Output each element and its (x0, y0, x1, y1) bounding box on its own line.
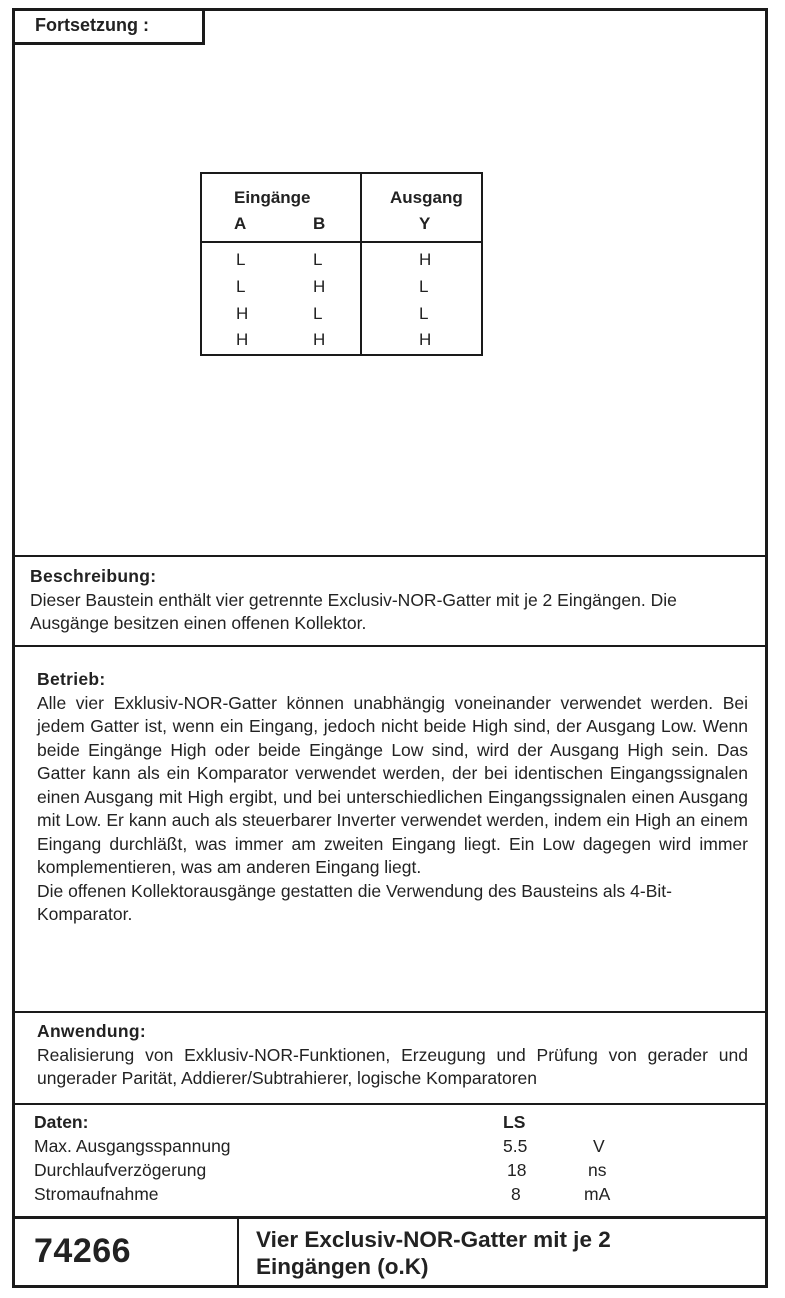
daten-row-value: 8 (511, 1184, 521, 1204)
anwendung-section (37, 1020, 748, 1091)
chip-number: 74266 (34, 1232, 132, 1270)
row4-y: H (419, 330, 432, 349)
divider (12, 1103, 768, 1105)
betrieb-heading: Betrieb: (37, 669, 106, 689)
divider (12, 645, 768, 647)
row3-b: L (313, 304, 323, 323)
footer-divider (237, 1217, 239, 1285)
table-column-divider (360, 174, 362, 354)
daten-row-unit: mA (584, 1184, 611, 1204)
output-header: Ausgang (390, 188, 463, 207)
column-y-header: Y (419, 214, 431, 233)
daten-row-value: 18 (507, 1160, 527, 1180)
chip-title-line-1: Vier Exclusiv-NOR-Gatter mit je 2 (256, 1227, 611, 1252)
betrieb-section (37, 668, 748, 927)
divider (12, 555, 768, 557)
table-header-divider (202, 241, 481, 243)
chip-title-line-2: Eingängen (o.K) (256, 1254, 429, 1279)
truth-table (200, 172, 483, 356)
row4-a: H (236, 330, 249, 349)
daten-row-value: 5.5 (503, 1136, 528, 1156)
row1-y: H (419, 250, 432, 269)
daten-heading: Daten: (34, 1112, 89, 1132)
betrieb-text: Alle vier Exklusiv-NOR-Gatter können unabhängig voneinander verwendet werden. Bei jedem Gatter ist, wenn ein Eingang, jedoch nicht beide High sind, der Ausgang Low. Wenn beide Eingänge High oder beide Eingänge Low sind, wird der Ausgang High sein. Das Gatter kann als ein Komparator verwendet werden, der bei identischen Eingangssignalen einen Ausgang mit High ergibt, und bei unterschiedlichen Eingangssignalen einen Ausgang mit Low. Er kann auch als steuerbarer Inverter verwendet werden, indem ein High an einem Eingang durchläßt, was immer am zweiten Eingang liegt. Ein Low dagegen wird immer komplementieren, was am anderen Eingang liegt. (37, 692, 748, 877)
column-a-header: A (234, 214, 247, 233)
divider (12, 1011, 768, 1013)
row2-y: L (419, 277, 429, 296)
inputs-header: Eingänge (234, 188, 311, 207)
daten-row-unit: ns (588, 1160, 607, 1180)
daten-row-unit: V (593, 1136, 605, 1156)
row2-b: H (313, 277, 326, 296)
row3-y: L (419, 304, 429, 323)
daten-family: LS (503, 1112, 526, 1132)
beschreibung-text: Dieser Baustein enthält vier getrennte Exclusiv-NOR-Gatter mit je 2 Eingängen. Die Ausgänge besitzen einen offenen Kollektor. (30, 589, 677, 633)
row1-b: L (313, 250, 323, 269)
row4-b: H (313, 330, 326, 349)
continuation-tab: Fortsetzung : (12, 8, 205, 45)
daten-row-label: Max. Ausgangsspannung (34, 1136, 231, 1156)
anwendung-text: Realisierung von Exklusiv-NOR-Funktionen, Erzeugung und Prüfung von gerader und ungerader Parität, Addierer/Subtrahierer, logische Komparatoren (37, 1044, 748, 1088)
row1-a: L (236, 250, 246, 269)
row2-a: L (236, 277, 246, 296)
divider (12, 1216, 768, 1219)
daten-row-label: Stromaufnahme (34, 1184, 159, 1204)
column-b-header: B (313, 214, 326, 233)
chip-title (256, 1226, 756, 1280)
beschreibung-heading: Beschreibung: (30, 566, 157, 586)
row3-a: H (236, 304, 249, 323)
anwendung-heading: Anwendung: (37, 1021, 146, 1041)
beschreibung-section (30, 565, 750, 636)
daten-row-label: Durchlaufverzögerung (34, 1160, 207, 1180)
betrieb-text-2: Die offenen Kollektorausgänge gestatten die Verwendung des Bausteins als 4-Bit-Komparator. (37, 880, 672, 924)
